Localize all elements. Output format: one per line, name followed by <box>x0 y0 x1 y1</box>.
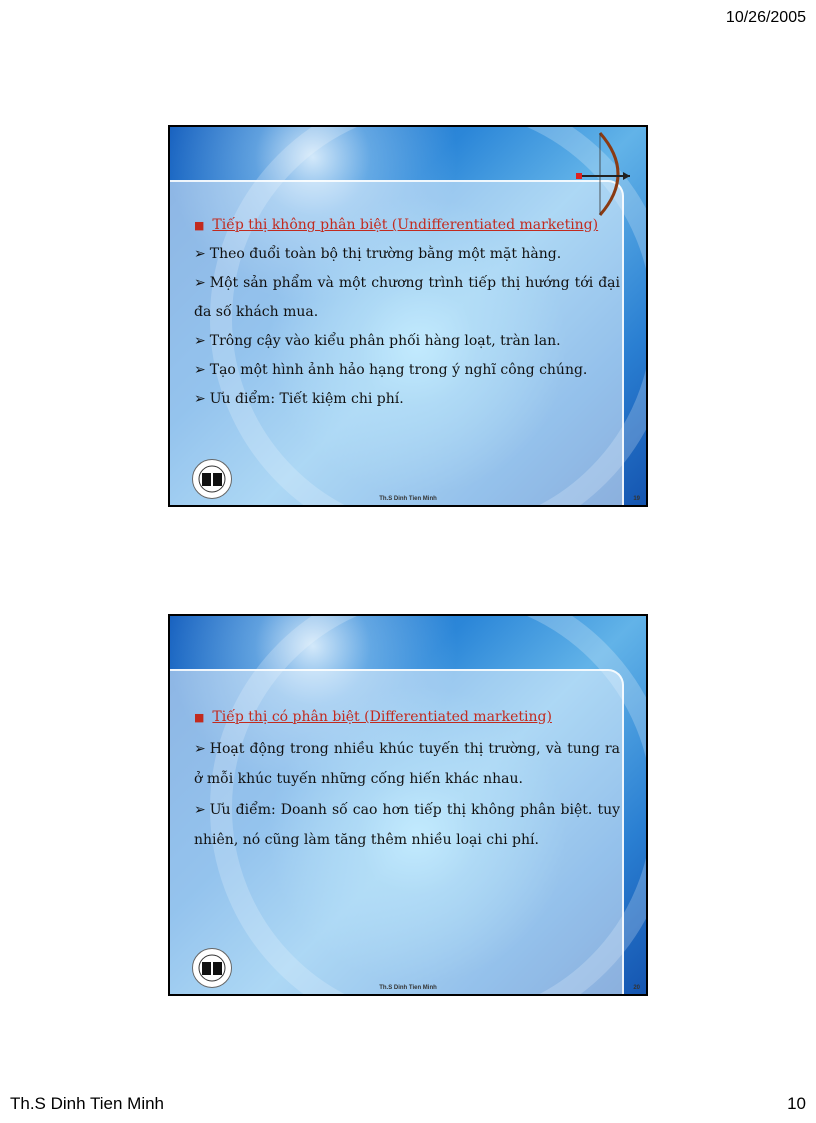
square-bullet-icon: ■ <box>194 219 205 232</box>
arrow-bullet-icon: ➢ <box>194 362 206 378</box>
page-number: 10 <box>787 1094 806 1113</box>
slide-heading: ■ Tiếp thị không phân biệt (Undifferentiated marketing) <box>194 217 599 233</box>
slide-heading: ■ Tiếp thị có phân biệt (Differentiated marketing) <box>194 709 552 725</box>
bullet-point: ➢ Theo đuổi toàn bộ thị trường bằng một mặt hàng. <box>194 246 562 262</box>
bullet-point: ➢ Ưu điểm: Doanh số cao hơn tiếp thị không phân biệt. tuy nhiên, nó cũng làm tăng thêm nhiều loại chi phí. <box>194 801 620 848</box>
arrow-bullet-icon: ➢ <box>194 246 206 262</box>
bullet-point: ➢ Tạo một hình ảnh hảo hạng trong ý nghĩ công chúng. <box>194 362 588 378</box>
slide-content <box>194 211 620 414</box>
arrow-bullet-icon: ➢ <box>194 275 206 291</box>
slide-20 <box>168 614 648 996</box>
footer-author: Th.S Dinh Tien Minh <box>10 1094 165 1113</box>
university-logo-icon <box>192 459 232 499</box>
slide-footer: Th.S Dinh Tien Minh <box>379 496 437 502</box>
slide-number: 20 <box>633 985 640 991</box>
slide-content <box>194 702 620 856</box>
page-date: 10/26/2005 <box>725 9 806 26</box>
bullet-point: ➢ Ưu điểm: Tiết kiệm chi phí. <box>194 391 404 407</box>
arrow-bullet-icon: ➢ <box>194 801 206 818</box>
bow-arrow-icon <box>576 131 632 217</box>
arrow-bullet-icon: ➢ <box>194 740 206 757</box>
bullet-point: ➢ Trông cậy vào kiểu phân phối hàng loạt, tràn lan. <box>194 333 561 349</box>
slide-19 <box>168 125 648 507</box>
square-bullet-icon: ■ <box>194 711 205 724</box>
slide-number: 19 <box>633 496 640 502</box>
bullet-point: ➢ Một sản phẩm và một chương trình tiếp thị hướng tới đại đa số khách mua. <box>194 275 620 320</box>
slide-footer: Th.S Dinh Tien Minh <box>379 985 437 991</box>
arrow-bullet-icon: ➢ <box>194 391 206 407</box>
university-logo-icon <box>192 948 232 988</box>
arrow-bullet-icon: ➢ <box>194 333 206 349</box>
bullet-point: ➢ Hoạt động trong nhiều khúc tuyến thị trường, và tung ra ở mỗi khúc tuyến những cống hiến khác nhau. <box>194 740 620 787</box>
